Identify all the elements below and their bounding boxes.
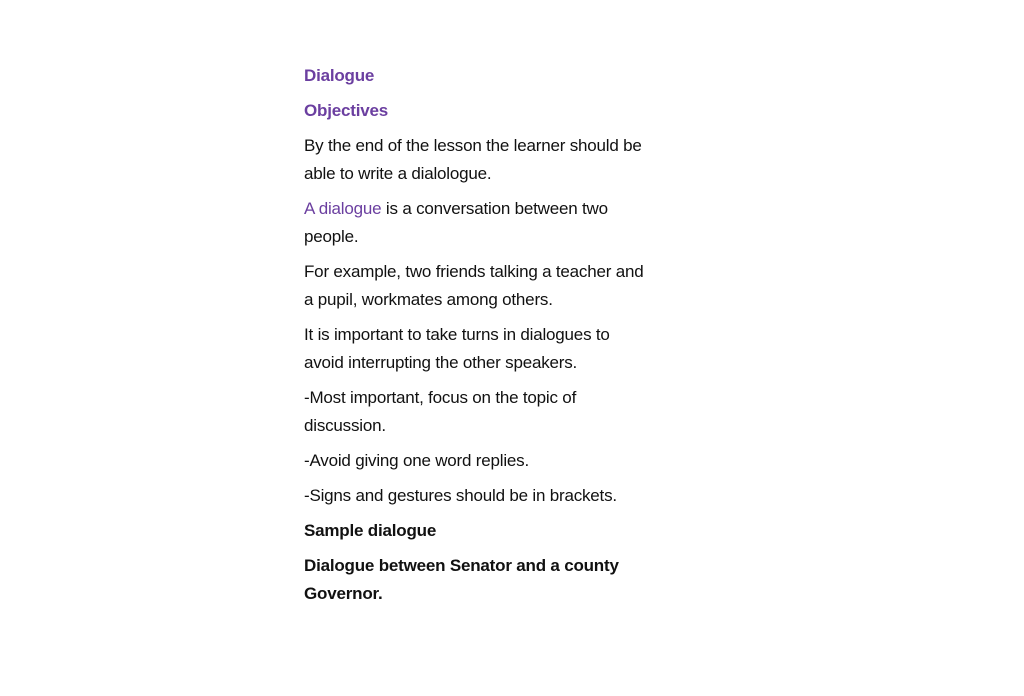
document-title: Dialogue xyxy=(304,66,375,85)
signs-paragraph: -Signs and gestures should be in brackets. xyxy=(304,486,617,505)
definition-paragraph xyxy=(304,195,724,251)
text-line: able to write a dialologue. xyxy=(304,164,492,183)
avoid-paragraph: -Avoid giving one word replies. xyxy=(304,451,530,470)
text-line: Governor. xyxy=(304,584,383,603)
text-line: discussion. xyxy=(304,416,386,435)
text-line: It is important to take turns in dialogues to xyxy=(304,325,610,344)
text-line: people. xyxy=(304,227,359,246)
text-line: Dialogue between Senator and a county xyxy=(304,556,619,575)
definition-term: A dialogue xyxy=(304,199,382,218)
turns-paragraph xyxy=(304,321,724,377)
text-line: avoid interrupting the other speakers. xyxy=(304,353,578,372)
objective-paragraph xyxy=(304,132,724,188)
text-line: a pupil, workmates among others. xyxy=(304,290,553,309)
sample-heading: Sample dialogue xyxy=(304,521,437,540)
text-line: For example, two friends talking a teacher and xyxy=(304,262,644,281)
example-paragraph xyxy=(304,258,724,314)
text-line: -Most important, focus on the topic of xyxy=(304,388,577,407)
sample-title xyxy=(304,552,724,608)
objectives-heading: Objectives xyxy=(304,101,388,120)
focus-paragraph xyxy=(304,384,724,440)
definition-text: is a conversation between two xyxy=(381,199,608,218)
document-body xyxy=(304,62,724,615)
text-line: By the end of the lesson the learner should be xyxy=(304,136,642,155)
text-line xyxy=(304,195,724,223)
